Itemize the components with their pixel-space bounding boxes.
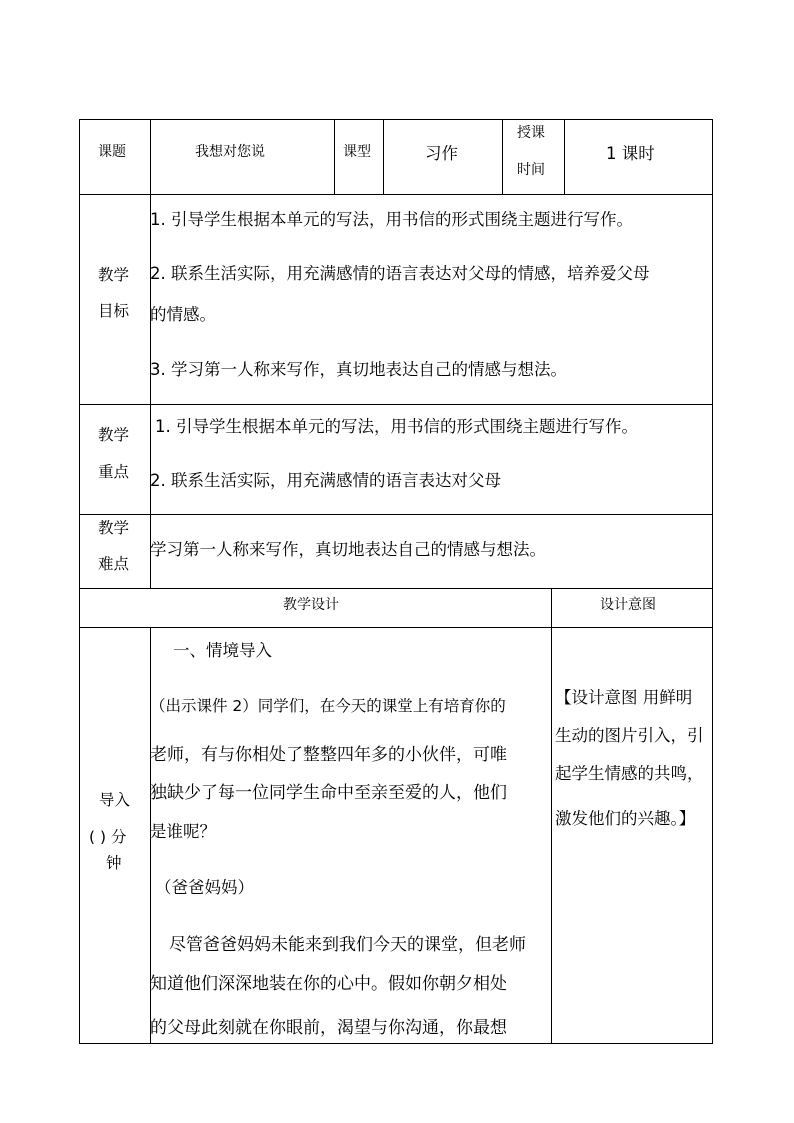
time-label-line-1: 授课 <box>517 125 545 141</box>
intro-heading: 一、情境导入 <box>173 641 272 660</box>
table-border-left <box>79 119 80 1044</box>
difficulties-label-line-1: 教学 <box>98 519 130 537</box>
objective-item-2-line-1: 2. 联系生活实际，用充满感情的语言表达对父母的情感，培养爱父母 <box>150 264 650 283</box>
intro-para-2-line-1: 尽管爸爸妈妈未能来到我们今天的课堂，但老师 <box>169 935 526 955</box>
time-label-line-2: 时间 <box>517 162 545 178</box>
key-point-item-2: 2. 联系生活实际，用充满感情的语言表达对父母 <box>150 471 501 490</box>
objectives-label-line-1: 教学 <box>98 266 130 284</box>
intro-para-1-line-1: （出示课件 2）同学们，在今天的课堂上有培育你的 <box>150 697 506 715</box>
key-point-item-1: 1. 引导学生根据本单元的写法，用书信的形式围绕主题进行写作。 <box>155 417 638 436</box>
row-divider <box>79 588 713 589</box>
row-divider <box>79 627 713 628</box>
intro-label-line-2: ( ) 分 <box>89 828 127 846</box>
table-border-bottom <box>79 1043 713 1044</box>
design-header-right: 设计意图 <box>600 597 656 613</box>
intro-para-2-line-3: 的父母此刻就在你眼前，渴望与你沟通，你最想 <box>150 1018 507 1038</box>
topic-value: 我想对您说 <box>195 144 265 160</box>
intent-line-1: 【设计意图 用鲜明 <box>555 688 693 707</box>
intro-label-line-1: 导入 <box>99 791 131 809</box>
intro-para-2-line-2: 知道他们深深地装在你的心中。假如你朝夕相处 <box>150 974 507 994</box>
row-divider <box>79 404 713 405</box>
objective-item-2-line-2: 的情感。 <box>150 305 216 324</box>
intro-para-1-line-2: 老师，有与你相处了整整四年多的小伙伴，可唯 <box>150 745 507 765</box>
key-points-label-line-1: 教学 <box>98 426 130 444</box>
objective-item-3: 3. 学习第一人称来写作，真切地表达自己的情感与想法。 <box>150 360 567 379</box>
key-points-label-line-2: 重点 <box>98 463 130 481</box>
intent-line-3: 起学生情感的共鸣， <box>555 764 704 783</box>
table-border-top <box>79 119 713 120</box>
topic-label: 课题 <box>98 144 126 160</box>
intent-line-2: 生动的图片引入，引 <box>555 726 704 745</box>
difficulties-text: 学习第一人称来写作，真切地表达自己的情感与想法。 <box>150 540 546 559</box>
objective-item-1: 1. 引导学生根据本单元的写法，用书信的形式围绕主题进行写作。 <box>150 210 633 229</box>
objectives-label-line-2: 目标 <box>98 302 130 320</box>
col-divider <box>334 119 335 195</box>
design-header-left: 教学设计 <box>283 597 339 613</box>
col-divider <box>564 119 565 195</box>
intro-answer: （爸爸妈妈） <box>155 878 254 897</box>
time-value: 1 课时 <box>606 144 655 163</box>
col-divider <box>551 588 552 1044</box>
lesson-type-label: 课型 <box>343 144 371 160</box>
intent-line-4: 激发他们的兴趣。】 <box>555 809 696 828</box>
table-border-right <box>712 119 713 1044</box>
lesson-type-value: 习作 <box>425 144 458 163</box>
difficulties-label-line-2: 难点 <box>98 555 130 573</box>
col-divider <box>150 119 151 589</box>
col-divider <box>383 119 384 195</box>
intro-para-1-line-3: 独缺少了每一位同学生命中至亲至爱的人，他们 <box>150 783 507 803</box>
col-divider <box>502 119 503 195</box>
row-divider <box>79 194 713 195</box>
intro-para-1-line-4: 是谁呢？ <box>150 822 216 841</box>
intro-label-line-3: 钟 <box>106 854 122 872</box>
row-divider <box>79 514 713 515</box>
